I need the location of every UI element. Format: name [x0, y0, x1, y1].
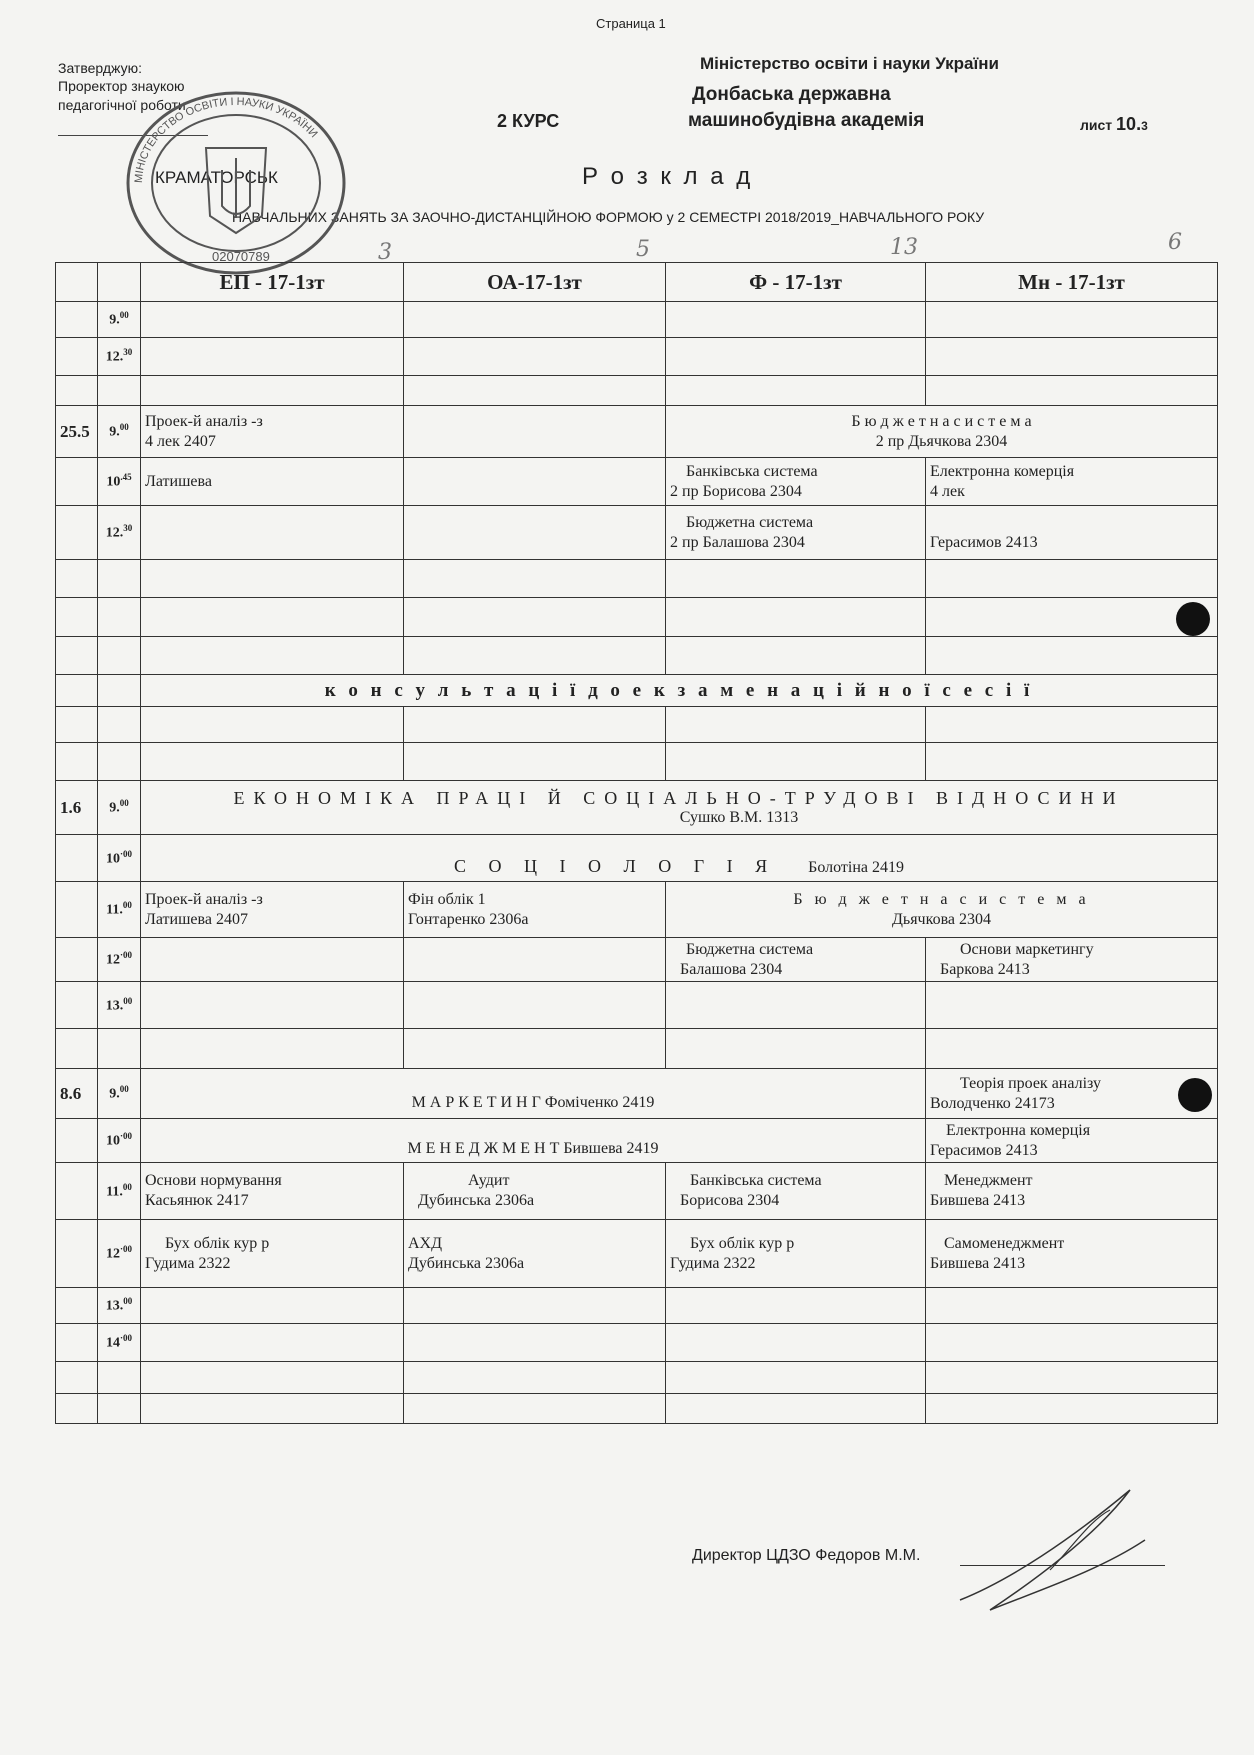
date-cell	[56, 302, 98, 338]
table-row	[56, 882, 1218, 938]
table-row	[56, 376, 1218, 406]
date-cell: 1.6	[56, 781, 98, 835]
approval-line-2: Проректор знаукою	[58, 78, 185, 94]
lesson-cell: Проек-й аналіз -з 4 лек 2407	[141, 406, 404, 458]
time-cell: $10^{.45}$	[98, 458, 141, 506]
lesson-cell: Аудит Дубинська 2306а	[404, 1163, 666, 1220]
time-cell: 9.00	[98, 302, 141, 338]
lesson-cell: Банківська система 2 пр Борисова 2304	[666, 458, 926, 506]
time-cell: 12.30	[98, 506, 141, 560]
sheet-label: лист	[1080, 117, 1113, 133]
table-row	[56, 835, 1218, 882]
time-cell: 9.00	[98, 406, 141, 458]
time-cell: 9.00	[98, 1069, 141, 1119]
time-cell: $12^{\cdot 00}$	[98, 938, 141, 982]
table-row	[56, 506, 1218, 560]
lesson-cell: М А Р К Е Т И Н Г Фоміченко 2419	[141, 1069, 926, 1119]
table-row	[56, 1163, 1218, 1220]
group-header: ОА-17-1зт	[404, 263, 666, 302]
lesson-cell: Самоменеджмент Бившева 2413	[926, 1220, 1218, 1288]
lesson-cell: Проек-й аналіз -з Латишева 2407	[141, 882, 404, 938]
lesson-cell: Латишева	[141, 458, 404, 506]
lesson-cell: Б ю д ж е т н а с и с т е м а 2 пр Дьячкова 2304	[666, 406, 1218, 458]
lesson-cell: АХД Дубинська 2306а	[404, 1220, 666, 1288]
approval-line-1: Затверджую:	[58, 60, 142, 76]
table-row	[56, 1324, 1218, 1362]
table-row	[56, 938, 1218, 982]
lesson-cell: Електронна комерція 4 лек	[926, 458, 1218, 506]
header-time	[98, 263, 141, 302]
handwritten-count-4: 6	[1168, 230, 1182, 255]
group-header: Мн - 17-1зт	[926, 263, 1218, 302]
city: КРАМАТОРСЬК	[155, 168, 278, 187]
academy-line-2: машинобудівна академія	[688, 110, 925, 131]
table-row	[56, 675, 1218, 707]
schedule-table	[55, 262, 1218, 1424]
lesson-cell: Основи нормування Касьянюк 2417	[141, 1163, 404, 1220]
lesson-cell: С О Ц І О Л О Г І Я Болотіна 2419	[141, 835, 1218, 882]
director-name: Директор ЦДЗО Федоров М.М.	[692, 1547, 921, 1564]
table-row	[56, 781, 1218, 835]
table-row	[56, 302, 1218, 338]
time-cell: $10^{\cdot 00}$	[98, 1119, 141, 1163]
svg-text:МІНІСТЕРСТВО ОСВІТИ І НАУКИ УК: МІНІСТЕРСТВО ОСВІТИ І НАУКИ УКРАЇНИ	[132, 95, 320, 184]
sheet-number	[1080, 114, 1148, 135]
ministry-name: Міністерство освіти і науки України	[700, 54, 999, 73]
group-header: Ф - 17-1зт	[666, 263, 926, 302]
official-seal-stamp	[122, 88, 350, 278]
handwritten-count-1: 3	[378, 240, 392, 265]
time-cell: 13.00	[98, 1288, 141, 1324]
page-label: Страница 1	[596, 16, 666, 31]
lesson-cell: Основи маркетингу Баркова 2413	[926, 938, 1218, 982]
handwritten-count-2: 5	[636, 237, 650, 262]
handwritten-count-3: 13	[890, 235, 918, 260]
group-header: ЕП - 17-1зт	[141, 263, 404, 302]
document-subtitle: НАВЧАЛЬНИХ ЗАНЯТЬ ЗА ЗАОЧНО-ДИСТАНЦІЙНОЮ ФОРМОЮ у 2 СЕМЕСТРІ 2018/2019_НАВЧАЛЬНОГО РОКУ	[232, 209, 985, 225]
sheet-number-value: 10.	[1116, 114, 1142, 134]
director-signature	[950, 1480, 1150, 1620]
table-row	[56, 1220, 1218, 1288]
lesson-cell: Електронна комерція Герасимов 2413	[926, 1119, 1218, 1163]
approval-line-3: педагогічної роботи	[58, 97, 186, 113]
lesson-cell: Б ю д ж е т н а с и с т е м а Дьячкова 2304	[666, 882, 1218, 938]
lesson-cell: Герасимов 2413	[926, 506, 1218, 560]
lesson-cell: Теорія проек аналізу Володченко 24173	[926, 1069, 1218, 1119]
lesson-cell: Бух облік кур р Гудима 2322	[666, 1220, 926, 1288]
sheet-number-sub: 3	[1141, 119, 1148, 133]
lesson-cell: ЕКОНОМІКА ПРАЦІ Й СОЦІАЛЬНО-ТРУДОВІ ВІДНОСИНИ Сушко В.М. 1313	[141, 781, 1218, 835]
time-cell: $10^{\cdot 00}$	[98, 835, 141, 882]
course-label: 2 КУРС	[497, 111, 560, 131]
time-cell: 11.00	[98, 882, 141, 938]
table-row	[56, 458, 1218, 506]
table-header-row	[56, 263, 1218, 302]
lesson-cell: Фін облік 1 Гонтаренко 2306а	[404, 882, 666, 938]
svg-text:02070789: 02070789	[212, 249, 270, 264]
lesson-cell: Бюджетна система 2 пр Балашова 2304	[666, 506, 926, 560]
hole-punch-mark	[1178, 1078, 1212, 1112]
date-cell: 8.6	[56, 1069, 98, 1119]
time-cell: $14^{\cdot 00}$	[98, 1324, 141, 1362]
table-row	[56, 406, 1218, 458]
table-row	[56, 1119, 1218, 1163]
time-cell: 12.30	[98, 338, 141, 376]
hole-punch-mark	[1176, 602, 1210, 636]
lesson-cell: Бух облік кур р Гудима 2322	[141, 1220, 404, 1288]
lesson-cell: Банківська система Борисова 2304	[666, 1163, 926, 1220]
lesson-cell: М Е Н Е Д Ж М Е Н Т Бившева 2419	[141, 1119, 926, 1163]
time-cell: 9.00	[98, 781, 141, 835]
header-date	[56, 263, 98, 302]
time-cell: 13.00	[98, 982, 141, 1029]
date-cell: 25.5	[56, 406, 98, 458]
time-cell: $12^{\cdot 00}$	[98, 1220, 141, 1288]
table-row	[56, 1069, 1218, 1119]
table-row	[56, 338, 1218, 376]
lesson-cell: Бюджетна система Балашова 2304	[666, 938, 926, 982]
table-row	[56, 1288, 1218, 1324]
time-cell: 11.00	[98, 1163, 141, 1220]
table-row	[56, 982, 1218, 1029]
lesson-cell: Менеджмент Бившева 2413	[926, 1163, 1218, 1220]
academy-line-1: Донбаська державна	[692, 84, 891, 105]
document-title: Р о з к л а д	[582, 163, 754, 190]
consultation-banner: к о н с у л ь т а ц і ї д о е к з а м е н а ц і й н о ї с е с і ї	[141, 675, 1218, 707]
